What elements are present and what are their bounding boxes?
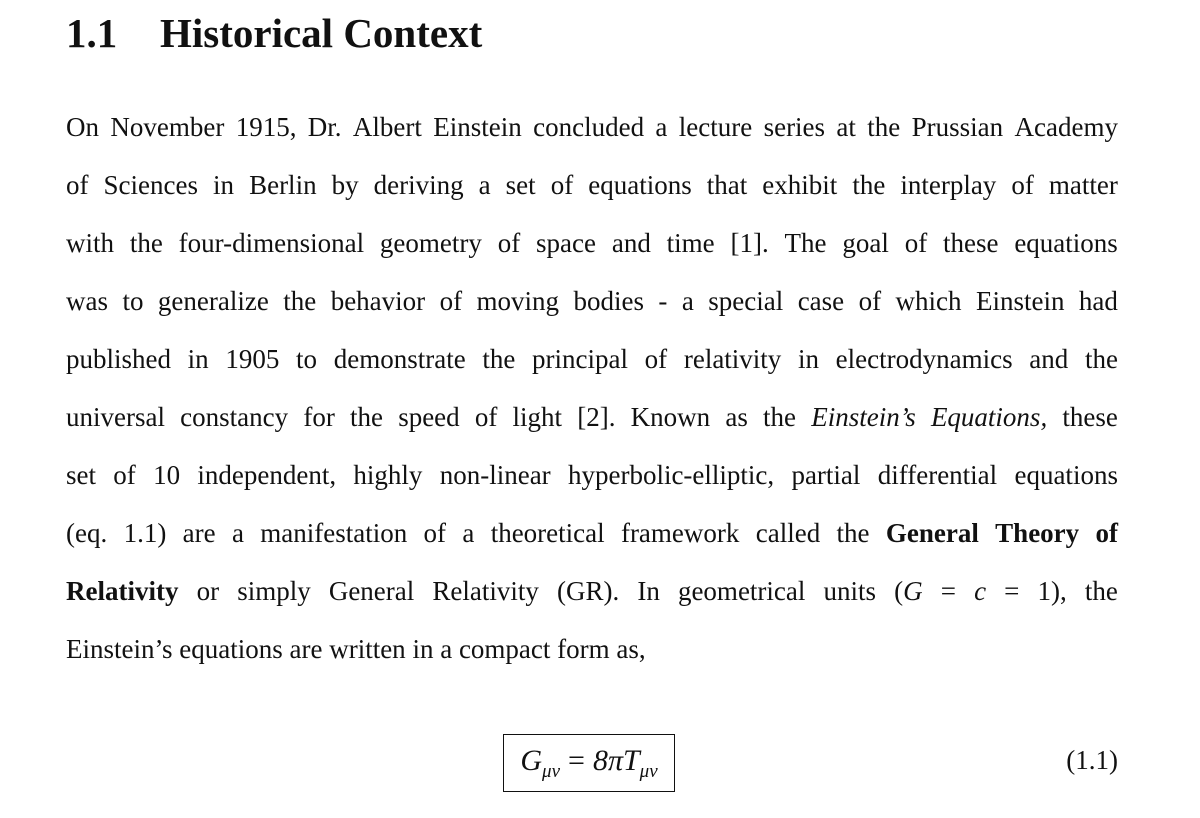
einstein-tensor-indices: μν: [542, 761, 561, 782]
word: 1905: [225, 344, 280, 374]
word: generalize: [157, 286, 269, 316]
section-title: Historical Context: [160, 10, 483, 56]
word: in: [412, 634, 434, 664]
word: to: [296, 344, 318, 374]
word: In: [637, 576, 660, 606]
word: or: [196, 576, 220, 606]
equals-sign: =: [568, 744, 585, 777]
word: geometry: [379, 228, 482, 258]
paragraph-line: [66, 330, 1118, 388]
word: light: [512, 402, 563, 432]
word: of: [644, 344, 668, 374]
word: called: [755, 518, 821, 548]
stress-energy-tensor-symbol: T: [622, 744, 640, 777]
word: Einstein: [975, 286, 1065, 316]
word: Dr.: [307, 112, 342, 142]
word: lecture: [678, 112, 753, 142]
word: relativity: [683, 344, 782, 374]
word: the: [129, 228, 163, 258]
word: of: [66, 170, 89, 200]
word: Academy: [1014, 112, 1118, 142]
word: a: [231, 518, 244, 548]
word: Known: [630, 402, 711, 432]
body-paragraph: [66, 98, 1118, 678]
paragraph-line: [66, 620, 1118, 678]
word: 10: [153, 460, 181, 490]
word: which: [895, 286, 962, 316]
word: equations: [1014, 228, 1118, 258]
word: a: [440, 634, 453, 664]
word: published: [66, 344, 171, 374]
word: are: [182, 518, 216, 548]
word: The: [784, 228, 827, 258]
word: series: [763, 112, 826, 142]
word: behavior: [330, 286, 426, 316]
word: four-dimensional: [178, 228, 365, 258]
word: of: [439, 286, 463, 316]
word: deriving: [373, 170, 464, 200]
word: the: [350, 402, 383, 432]
word: Albert: [352, 112, 422, 142]
paragraph-line: [66, 156, 1118, 214]
paragraph-line: [66, 214, 1118, 272]
word: exhibit: [762, 170, 838, 200]
word: of: [550, 170, 574, 200]
word: highly: [353, 460, 423, 490]
equation-number: (1.1): [1066, 745, 1118, 775]
word: goal: [842, 228, 889, 258]
word: and: [611, 228, 651, 258]
word: General: [885, 518, 979, 548]
word: with: [66, 228, 115, 258]
word: form: [557, 634, 610, 664]
word: the: [1084, 576, 1118, 606]
word: Theory: [995, 518, 1080, 548]
word: 1.1): [123, 518, 167, 548]
word: Einstein: [433, 112, 522, 142]
word: universal: [66, 402, 165, 432]
word: the: [763, 402, 797, 432]
word: are: [289, 634, 323, 664]
word: in: [213, 170, 235, 200]
word: a: [681, 286, 694, 316]
word: of: [474, 402, 498, 432]
stress-energy-tensor-indices: μν: [639, 761, 658, 782]
word: these: [943, 228, 999, 258]
word: (GR).: [556, 576, 620, 606]
word: of: [497, 228, 521, 258]
word: of: [1095, 518, 1118, 548]
word: November: [110, 112, 225, 142]
paragraph-line: [66, 272, 1118, 330]
einstein-tensor-symbol: G: [520, 744, 543, 777]
word: units: [823, 576, 877, 606]
word: 1),: [1037, 576, 1067, 606]
word: moving: [476, 286, 560, 316]
word: the: [836, 518, 870, 548]
word: the: [283, 286, 317, 316]
word: -: [658, 286, 668, 316]
math-symbol: (G: [894, 576, 923, 606]
word: speed: [398, 402, 460, 432]
section-heading: [66, 8, 482, 58]
word: the: [1084, 344, 1118, 374]
word: of: [1011, 170, 1034, 200]
paragraph-line: [66, 562, 1118, 620]
word: [2].: [577, 402, 616, 432]
word: equations: [588, 170, 692, 200]
word: as: [725, 402, 748, 432]
word: Berlin: [249, 170, 317, 200]
word: case: [797, 286, 845, 316]
word: independent,: [197, 460, 337, 490]
word: as,: [616, 634, 646, 664]
word: set: [66, 460, 96, 490]
word: General: [328, 576, 415, 606]
word: Einstein’s: [66, 634, 173, 664]
word: theoretical: [490, 518, 605, 548]
word: was: [66, 286, 108, 316]
section-number: 1.1: [66, 10, 118, 56]
word: Equations,: [930, 402, 1048, 432]
boxed-equation: [503, 734, 675, 792]
word: a: [462, 518, 475, 548]
word: for: [303, 402, 335, 432]
word: the: [852, 170, 886, 200]
paragraph-line: [66, 98, 1118, 156]
word: the: [867, 112, 901, 142]
word: that: [706, 170, 748, 200]
word: a: [655, 112, 668, 142]
word: hyperbolic-elliptic,: [567, 460, 775, 490]
word: of: [113, 460, 136, 490]
word: of: [423, 518, 447, 548]
word: of: [904, 228, 928, 258]
word: by: [331, 170, 359, 200]
word: simply: [237, 576, 311, 606]
word: at: [836, 112, 856, 142]
word: constancy: [180, 402, 289, 432]
paragraph-line: [66, 388, 1118, 446]
word: set: [505, 170, 536, 200]
word: and: [1029, 344, 1069, 374]
word: a: [478, 170, 491, 200]
word: equations: [179, 634, 283, 664]
word: compact: [458, 634, 551, 664]
word: special: [708, 286, 784, 316]
word: bodies: [573, 286, 644, 316]
word: space: [536, 228, 597, 258]
word: Relativity: [66, 576, 179, 606]
word: Sciences: [103, 170, 198, 200]
word: the: [482, 344, 516, 374]
word: written: [329, 634, 406, 664]
word: =: [940, 576, 956, 606]
word: demonstrate: [333, 344, 466, 374]
math-symbol: c: [974, 576, 987, 606]
paragraph-line: [66, 446, 1118, 504]
word: concluded: [533, 112, 645, 142]
word: [1].: [730, 228, 769, 258]
word: in: [187, 344, 209, 374]
word: On: [66, 112, 99, 142]
word: time: [666, 228, 715, 258]
paragraph-line: [66, 504, 1118, 562]
word: 1915,: [235, 112, 297, 142]
paper-page: [66, 0, 1118, 818]
word: electrodynamics: [835, 344, 1013, 374]
word: of: [858, 286, 882, 316]
word: =: [1004, 576, 1020, 606]
word: geometrical: [677, 576, 806, 606]
word: Relativity: [432, 576, 539, 606]
word: Einstein’s: [811, 402, 916, 432]
word: in: [797, 344, 819, 374]
word: interplay: [900, 170, 997, 200]
word: these: [1062, 402, 1118, 432]
word: (eq.: [66, 518, 108, 548]
coefficient: 8π: [592, 744, 623, 777]
word: manifestation: [260, 518, 408, 548]
word: non-linear: [439, 460, 551, 490]
word: matter: [1048, 170, 1118, 200]
equation-1-1: [66, 734, 1118, 794]
word: principal: [532, 344, 628, 374]
word: partial: [791, 460, 861, 490]
word: Prussian: [911, 112, 1004, 142]
word: differential: [877, 460, 998, 490]
word: had: [1078, 286, 1118, 316]
word: equations: [1014, 460, 1118, 490]
word: framework: [620, 518, 740, 548]
word: to: [122, 286, 144, 316]
